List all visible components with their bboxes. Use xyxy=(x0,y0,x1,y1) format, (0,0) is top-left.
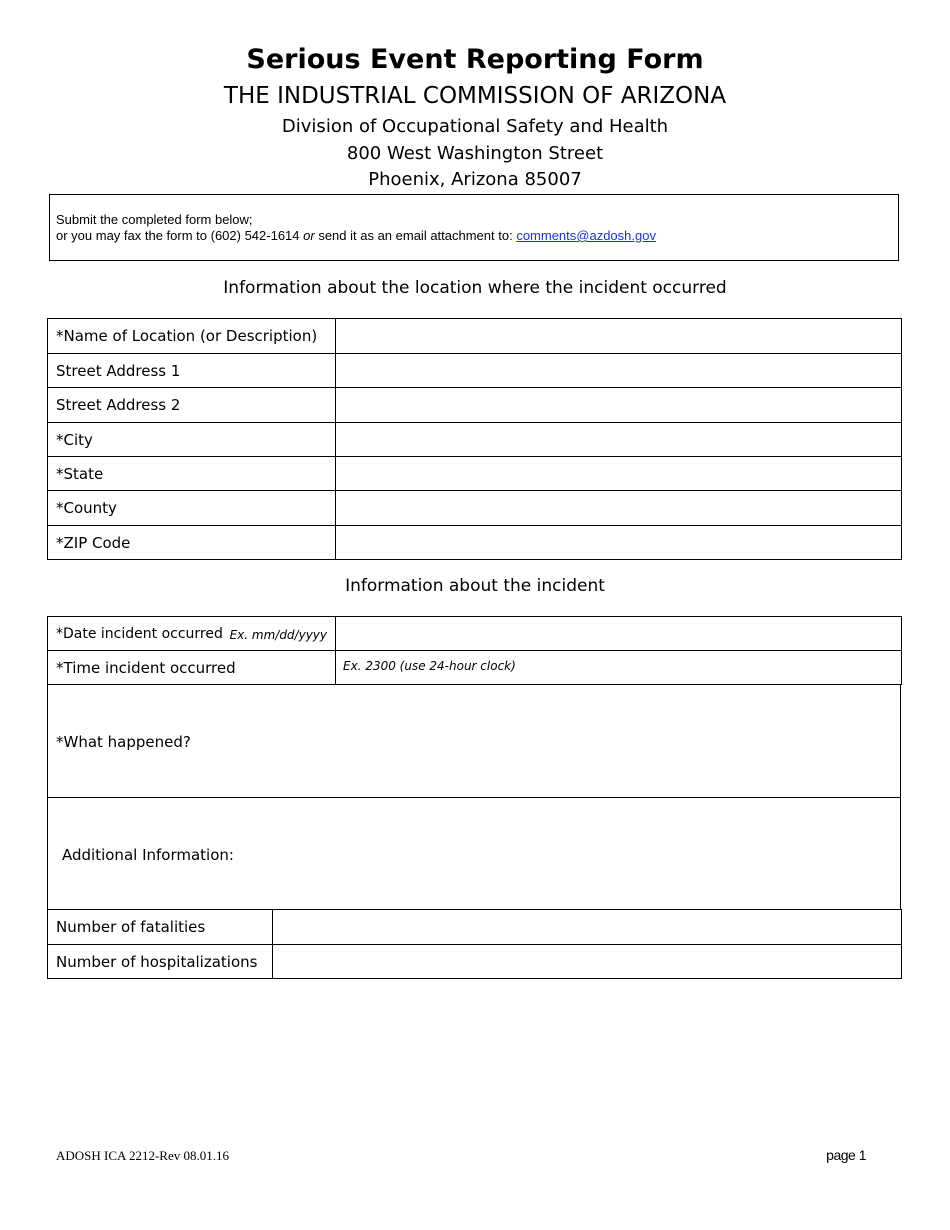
field-label: *State xyxy=(48,457,336,491)
city-line: Phoenix, Arizona 85007 xyxy=(368,169,582,190)
field-label: *ZIP Code xyxy=(48,526,336,560)
date-input[interactable] xyxy=(336,617,902,651)
submission-notice xyxy=(49,194,899,261)
table-row xyxy=(48,526,902,560)
form-id: ADOSH ICA 2212-Rev 08.01.16 xyxy=(56,1148,229,1163)
city-input[interactable] xyxy=(336,423,902,457)
table-row xyxy=(48,945,902,979)
street-address-2-input[interactable] xyxy=(336,388,902,423)
location-section-heading: Information about the location where the incident occurred xyxy=(223,278,727,298)
table-row xyxy=(48,319,902,354)
notice-or: or xyxy=(303,228,315,243)
additional-information-label: Additional Information: xyxy=(62,845,234,864)
table-row xyxy=(48,910,902,945)
email-link[interactable]: comments@azdosh.gov xyxy=(516,228,656,243)
field-label: *Name of Location (or Description) xyxy=(48,319,336,354)
fatalities-label: Number of fatalities xyxy=(48,910,273,945)
division-name: Division of Occupational Safety and Health xyxy=(281,116,669,137)
incident-table xyxy=(47,616,902,685)
notice-email-text: send it as an email attachment to: xyxy=(314,228,517,243)
field-label: Street Address 2 xyxy=(48,388,336,423)
date-label: *Date incident occurred xyxy=(56,625,223,642)
street-address: 800 West Washington Street xyxy=(346,143,604,164)
table-row xyxy=(48,685,901,798)
table-row xyxy=(48,491,902,526)
notice-line-2 xyxy=(56,228,898,244)
page-number: page 1 xyxy=(826,1147,866,1163)
incident-section-heading: Information about the incident xyxy=(345,576,605,596)
field-label: Street Address 1 xyxy=(48,354,336,388)
table-row xyxy=(48,423,902,457)
state-input[interactable] xyxy=(336,457,902,491)
form-title: Serious Event Reporting Form xyxy=(246,44,704,75)
table-row xyxy=(48,651,902,685)
hospitalizations-label: Number of hospitalizations xyxy=(48,945,273,979)
table-row xyxy=(48,388,902,423)
notice-line-1: Submit the completed form below; xyxy=(56,212,253,227)
table-row xyxy=(48,457,902,491)
what-happened-label: *What happened? xyxy=(56,733,191,751)
organization-name: THE INDUSTRIAL COMMISSION OF ARIZONA xyxy=(223,83,727,109)
zip-code-input[interactable] xyxy=(336,526,902,560)
time-format-hint: Ex. 2300 (use 24-hour clock) xyxy=(343,659,516,673)
time-input[interactable] xyxy=(336,651,902,685)
field-label: *County xyxy=(48,491,336,526)
date-label-cell xyxy=(48,617,336,651)
location-table xyxy=(47,318,902,560)
street-address-1-input[interactable] xyxy=(336,354,902,388)
counts-table xyxy=(47,909,902,979)
table-row xyxy=(48,617,902,651)
table-row xyxy=(48,354,902,388)
date-format-hint: Ex. mm/dd/yyyy xyxy=(229,627,327,642)
county-input[interactable] xyxy=(336,491,902,526)
table-row xyxy=(48,798,901,910)
additional-information-field[interactable] xyxy=(48,798,901,910)
time-label: *Time incident occurred xyxy=(48,651,336,685)
location-name-input[interactable] xyxy=(336,319,902,354)
hospitalizations-input[interactable] xyxy=(273,945,902,979)
fatalities-input[interactable] xyxy=(273,910,902,945)
field-label: *City xyxy=(48,423,336,457)
what-happened-field[interactable] xyxy=(48,685,901,798)
narrative-table xyxy=(47,684,901,910)
notice-fax-text: or you may fax the form to (602) 542-1614 xyxy=(56,228,304,243)
